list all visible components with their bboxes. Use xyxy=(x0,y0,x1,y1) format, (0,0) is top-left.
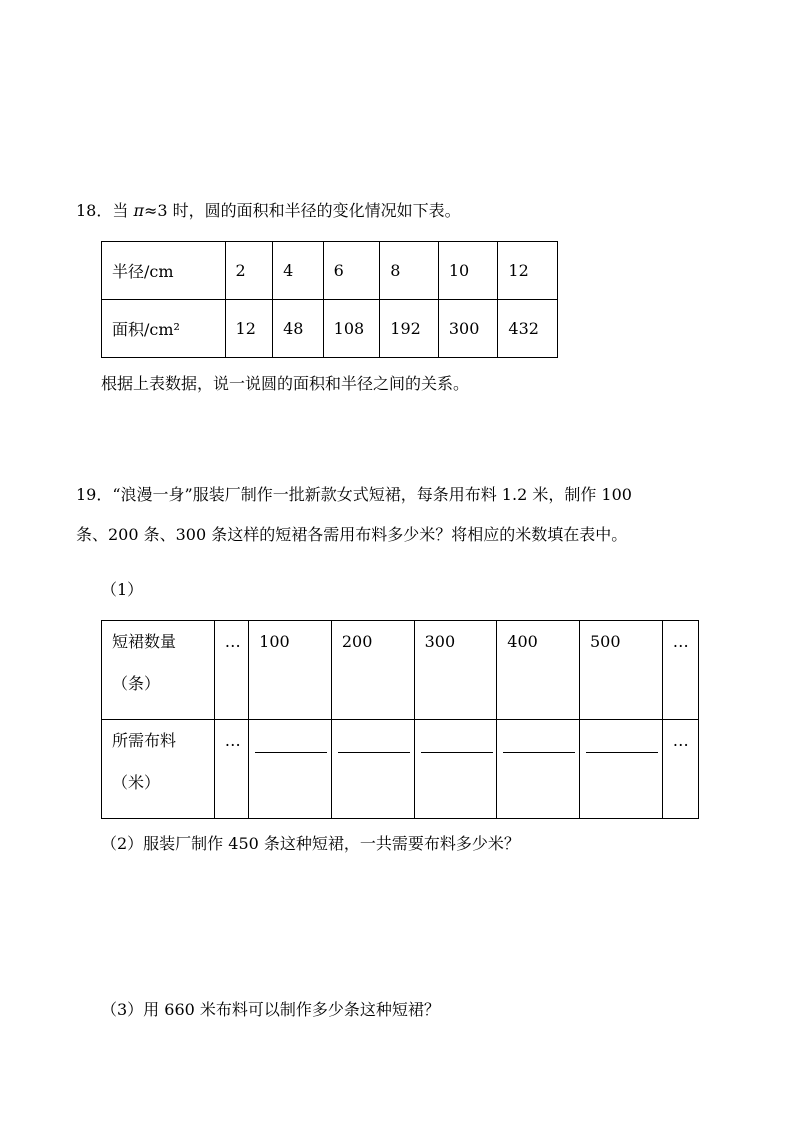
row-label-skirt-count xyxy=(102,621,215,720)
table-cell: 100 xyxy=(249,621,332,720)
table-cell: 12 xyxy=(225,300,273,358)
q18-radius-area-table xyxy=(101,241,558,358)
table-cell: 48 xyxy=(273,300,324,358)
answer-blank-100[interactable] xyxy=(249,720,332,819)
row-label-area: 面积/cm² xyxy=(102,300,226,358)
fill-in-line xyxy=(338,732,410,753)
row-label-line: 所需布料 xyxy=(112,731,177,750)
q19-line2: 条、200 条、300 条这样的短裙各需用布料多少米？将相应的米数填在表中。 xyxy=(76,525,628,544)
q19-part2: （2）服装厂制作 450 条这种短裙，一共需要布料多少米？ xyxy=(101,834,520,853)
fill-in-line xyxy=(255,732,327,753)
table-cell: 10 xyxy=(438,242,498,300)
table-cell: 300 xyxy=(414,621,497,720)
q18-title-suffix: ≈3 时，圆的面积和半径的变化情况如下表。 xyxy=(143,201,461,220)
q18-question: 根据上表数据，说一说圆的面积和半径之间的关系。 xyxy=(101,374,470,393)
table-cell: … xyxy=(214,621,248,720)
fill-in-line xyxy=(421,732,493,753)
q18-title xyxy=(76,198,461,221)
q19-skirt-fabric-table xyxy=(101,620,699,819)
q19-part1-label: （1） xyxy=(101,580,144,599)
table-row-fabric xyxy=(102,720,699,819)
row-label-line: （条） xyxy=(112,674,161,693)
fill-in-line xyxy=(503,732,575,753)
answer-blank-500[interactable] xyxy=(579,720,662,819)
row-label-radius: 半径/cm xyxy=(102,242,226,300)
table-cell: 8 xyxy=(380,242,439,300)
table-row-radius xyxy=(102,242,558,300)
table-cell: 4 xyxy=(273,242,324,300)
table-cell: … xyxy=(662,621,698,720)
row-label-line: 短裙数量 xyxy=(112,632,177,651)
table-cell: 200 xyxy=(331,621,414,720)
table-cell: 500 xyxy=(579,621,662,720)
table-cell: … xyxy=(214,720,248,819)
q18-title-prefix: 18．当 xyxy=(76,201,134,220)
table-cell: 12 xyxy=(498,242,558,300)
table-cell: 400 xyxy=(497,621,580,720)
row-label-fabric xyxy=(102,720,215,819)
table-cell: 108 xyxy=(323,300,380,358)
q18-pi-symbol: π xyxy=(133,201,144,220)
table-cell: 300 xyxy=(438,300,498,358)
fill-in-line xyxy=(586,732,658,753)
row-label-line: （米） xyxy=(112,773,161,792)
table-cell: 6 xyxy=(323,242,380,300)
table-row-area xyxy=(102,300,558,358)
answer-blank-200[interactable] xyxy=(331,720,414,819)
table-cell: 2 xyxy=(225,242,273,300)
answer-blank-300[interactable] xyxy=(414,720,497,819)
table-row-skirt-count xyxy=(102,621,699,720)
q19-line1: 19．“浪漫一身”服装厂制作一批新款女式短裙，每条用布料 1.2 米，制作 100 xyxy=(76,485,632,504)
q19-part3: （3）用 660 米布料可以制作多少条这种短裙？ xyxy=(101,1000,440,1019)
table-cell: 432 xyxy=(498,300,558,358)
table-cell: … xyxy=(662,720,698,819)
table-cell: 192 xyxy=(380,300,439,358)
answer-blank-400[interactable] xyxy=(497,720,580,819)
